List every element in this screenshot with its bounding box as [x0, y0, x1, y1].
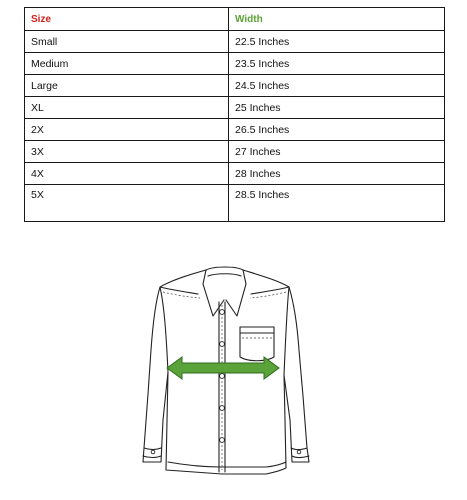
- size-chart-table: [24, 7, 445, 222]
- size-cell: 5X: [25, 185, 229, 222]
- size-cell: 4X: [25, 163, 229, 185]
- size-cell: 3X: [25, 141, 229, 163]
- width-cell: 26.5 Inches: [229, 119, 445, 141]
- size-column-header: Size: [25, 8, 229, 31]
- width-cell: 28 Inches: [229, 163, 445, 185]
- size-cell: Medium: [25, 53, 229, 75]
- table-row: [25, 119, 445, 141]
- table-row: [25, 141, 445, 163]
- width-column-header: Width: [229, 8, 445, 31]
- size-cell: XL: [25, 97, 229, 119]
- width-cell: 27 Inches: [229, 141, 445, 163]
- table-row: [25, 53, 445, 75]
- width-cell: 24.5 Inches: [229, 75, 445, 97]
- size-cell: 2X: [25, 119, 229, 141]
- table-row: [25, 97, 445, 119]
- size-cell: Large: [25, 75, 229, 97]
- table-row: [25, 185, 445, 222]
- table-row: [25, 75, 445, 97]
- size-cell: Small: [25, 31, 229, 53]
- width-cell: 25 Inches: [229, 97, 445, 119]
- width-cell: 22.5 Inches: [229, 31, 445, 53]
- table-row: [25, 163, 445, 185]
- table-header-row: [25, 8, 445, 31]
- shirt-icon: [128, 264, 344, 494]
- width-cell: 28.5 Inches: [229, 185, 445, 222]
- width-cell: 23.5 Inches: [229, 53, 445, 75]
- table-row: [25, 31, 445, 53]
